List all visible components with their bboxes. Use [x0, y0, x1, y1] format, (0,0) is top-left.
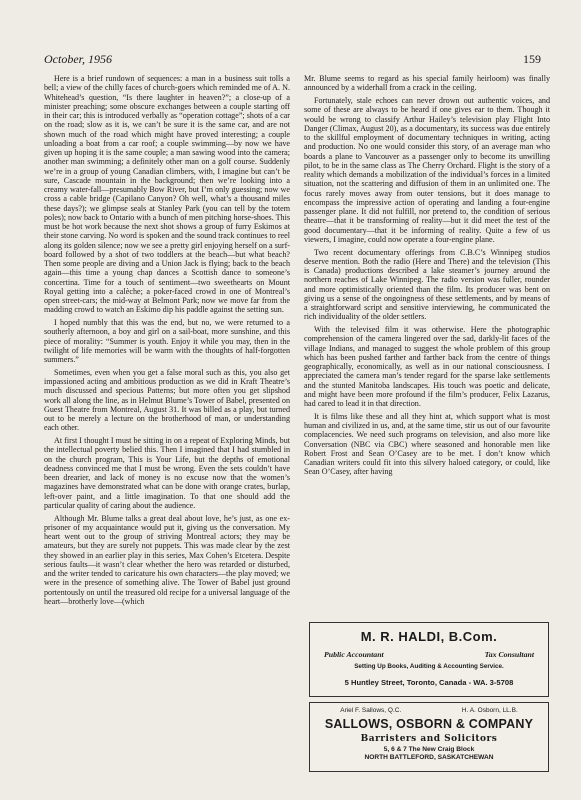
- paragraph: Mr. Blume seems to regard as his special family heirloom) was finally announced by a widerhall from a crack in the ceiling.: [304, 74, 550, 93]
- ad-address-line2: NORTH BATTLEFORD, SASKATCHEWAN: [364, 754, 494, 761]
- paragraph: Here is a brief rundown of sequences: a man in a business suit tolls a bell; a view of the chilly faces of church-goers which reminded me of A. N. Whitehead’s question, “Is there laughter in heaven?”; a close-up of a minister preaching; some obscure exchanges between a couple starting off in their car; this is introduced verbally as “operation cottage”; shots of a car on the road; slow as it is, we can’t be sure it is the same car, and are not shown much of the road which might have proved interesting; a couple unloading a boat from a car roof; a couple swimming—by now we have given up hoping it is the same couple; a man sawing wood into the camera; another man swimming; a definitely other man on a golf course. Suddenly we’re in a group of young Canadian climbers, with, I imagine but can’t be sure, Cascade mountain in the background; then we’re looking into a creamy water-fall—presumably Bow River, but I’m only guessing; now we cross a cable bridge (Capilano Canyon? Oh well, what’s a thousand miles these days?); we glimpse seals at Stanley Park (you can tell by the totem poles); now back to Ontario with a bunch of men pitching horse-shoes. This must be hot work because the next shot shows a group of furry Eskimos at their stone carving. No word is spoken and the sound track continues to reel along its golden silence; now we see a pretty girl enjoying herself on a surf-board followed by a shot of two toddlers at the beach—but what beach? Then some people are diving and a Union Jack is flying; back to the beach again—this time a young chap dances a Scottish dance to someone’s concertina. Time for a touch of sentiment—two sweethearts on Mount Royal getting into a calèche; a poker-faced crowd in one of Montreal’s open street-cars; the mid-way at Belmont Park; now we move far from the madding crowd to watch an Eskimo dip his paddle against the setting sun.: [44, 74, 290, 315]
- right-column: [304, 74, 550, 480]
- ad-partner-right: H. A. Osborn, LL.B.: [461, 707, 518, 714]
- page-number: 159: [523, 52, 541, 66]
- ad-roles: [310, 650, 548, 659]
- ad-firm-title: Barristers and Solicitors: [360, 734, 498, 744]
- sallows-advertisement: [309, 702, 549, 772]
- ad-name: M. R. HALDI, B.Com.: [360, 629, 498, 644]
- paragraph: It is films like these and all they hint at, which support what is most human and civilized in us, and, at the same time, stir us out of our favourite complacencies. We need such programs on television, and also more like Conversation (NBC via CBC) where seasoned and honorable men like Robert Frost and Sean O’Casey are to be met. I don’t know which Canadian writers could fit into this silvery haloed category, or could, like Sean O’Casey, after having: [304, 411, 550, 477]
- paragraph: At first I thought I must be sitting in on a repeat of Exploring Minds, but the intellectual poverty belied this. Then I imagined that I had stumbled in on the church program, This is Your Life, but the depths of emotional deadness convinced me that I must be wrong. Even the sets couldn’t have been drearier, and lack of money is no excuse now that the women’s magazines have demonstrated what can be done with orange crates, burlap, left-over paint, and a little imagination. To that one should add the particular quality of caring about the audience.: [44, 436, 290, 510]
- paragraph: Fortunately, stale echoes can never drown out authentic voices, and some of these are always to be heard if one gives ear to them. Though it would be wrong to classify Arthur Hailey’s television play Flight Into Danger (Climax, August 20), as a documentary, its success was due entirely to the skillful employment of documentary techniques in writing, acting and production. No one would consider this story, of an average man who boards a plane to Vancouver as a passenger only to become its unwilling pilot, to be in the same class as The Cherry Orchard. Flight is the story of a reality which demands a mobilization of the individual’s forces in a limited situation, not the scattering and diffusion of them in an unlimited one. The focus rarely moves away from outer tensions, but it does manage to encompass the impressive action of operating and landing a four-engine passenger plane. It did not fulfill, nor pretend to, the condition of serious theatre—that it be transforming of reality—but it did meet the test of the good documentary—that it be informing of reality. Quite a few of us viewers, I imagine, could now operate a four-engine plane.: [304, 96, 550, 244]
- ad-services: Setting Up Books, Auditing & Accounting Service.: [354, 663, 504, 670]
- haldi-advertisement: [309, 622, 549, 697]
- ad-firm-name: SALLOWS, OSBORN & COMPANY: [324, 717, 534, 731]
- left-column: [44, 74, 290, 610]
- ad-partner-left: Ariel F. Sallows, Q.C.: [340, 707, 402, 714]
- paragraph: With the televised film it was otherwise. Here the photographic comprehension of the camera lingered over the sad, darkly-lit faces of the village Indians, and managed to suggest the whole problem of this group which has been pushed farther and farther back from the centre of things geographically, economically, as well as in our national consciousness. I appreciated the camera man’s tender regard for the sparse lake settlements and the stunted Manitoba landscapes. His touch was poetic and delicate, and might have been more profound if the film’s producer, Felix Lazarus, had cared to lead it in that direction.: [304, 325, 550, 408]
- paragraph: Although Mr. Blume talks a great deal about love, he’s just, as one ex-prisoner of my acquaintance would put it, giving us the conversation. My heart went out to the group of striving Montreal actors; they may be amateurs, but they are surely not puppets. This was made clear by the zest they showed in an earlier play in this series, Max Cohen’s Etcetera. Despite serious faults—it wasn’t clear whether the hero was retarded or disturbed, and the writer tended to caricature his own characters—the play moved; we were in the presence of something alive. The Tower of Babel just ground portentously on until the treasured old recipe for a universal language of the heart—brotherly love—(which: [44, 513, 290, 606]
- ad-partners: [310, 707, 548, 714]
- ad-role-left: Public Accountant: [324, 650, 384, 659]
- ad-address-line1: 5, 6 & 7 The New Craig Block: [383, 746, 475, 753]
- ad-role-right: Tax Consultant: [484, 650, 534, 659]
- paragraph: Sometimes, even when you get a false moral such as this, you also get impassioned acting and ambitious production as we did in Kraft Theatre’s much discussed and specious Patterns; but more often you get slipshod work all along the line, as in Helmut Blume’s Tower of Babel, presented on Guest Theatre from Montreal, August 31. It was billed as a play, but turned out to be merely a lecture on the brotherhood of man, or understanding each other.: [44, 367, 290, 433]
- paragraph: Two recent documentary offerings from C.B.C’s Winnipeg studios deserve mention. Both the radio (Here and There) and the television (This is Canada) productions described a lake steamer’s journey around the northern reaches of Lake Winnipeg. The radio version was fuller, rounder and more optimistically oriented than the film. Its producer was bent on giving us a sense of the ongoingness of these settlements, and by means of a straightforward script and sensitive interviewing, he communicated the rich individuality of the older settlers.: [304, 247, 550, 322]
- ad-address: 5 Huntley Street, Toronto, Canada - WA. 3-5708: [344, 678, 514, 687]
- issue-date: October, 1956: [44, 52, 112, 66]
- paragraph: I hoped numbly that this was the end, but no, we were returned to a southerly afternoon, a boy and girl on a sail-boat, more sunshine, and this piece of morality: “Summer is youth. Enjoy it while you may, then in the twilight of life memories will be warm with the thoughts of half-forgotten summers.”: [44, 318, 290, 364]
